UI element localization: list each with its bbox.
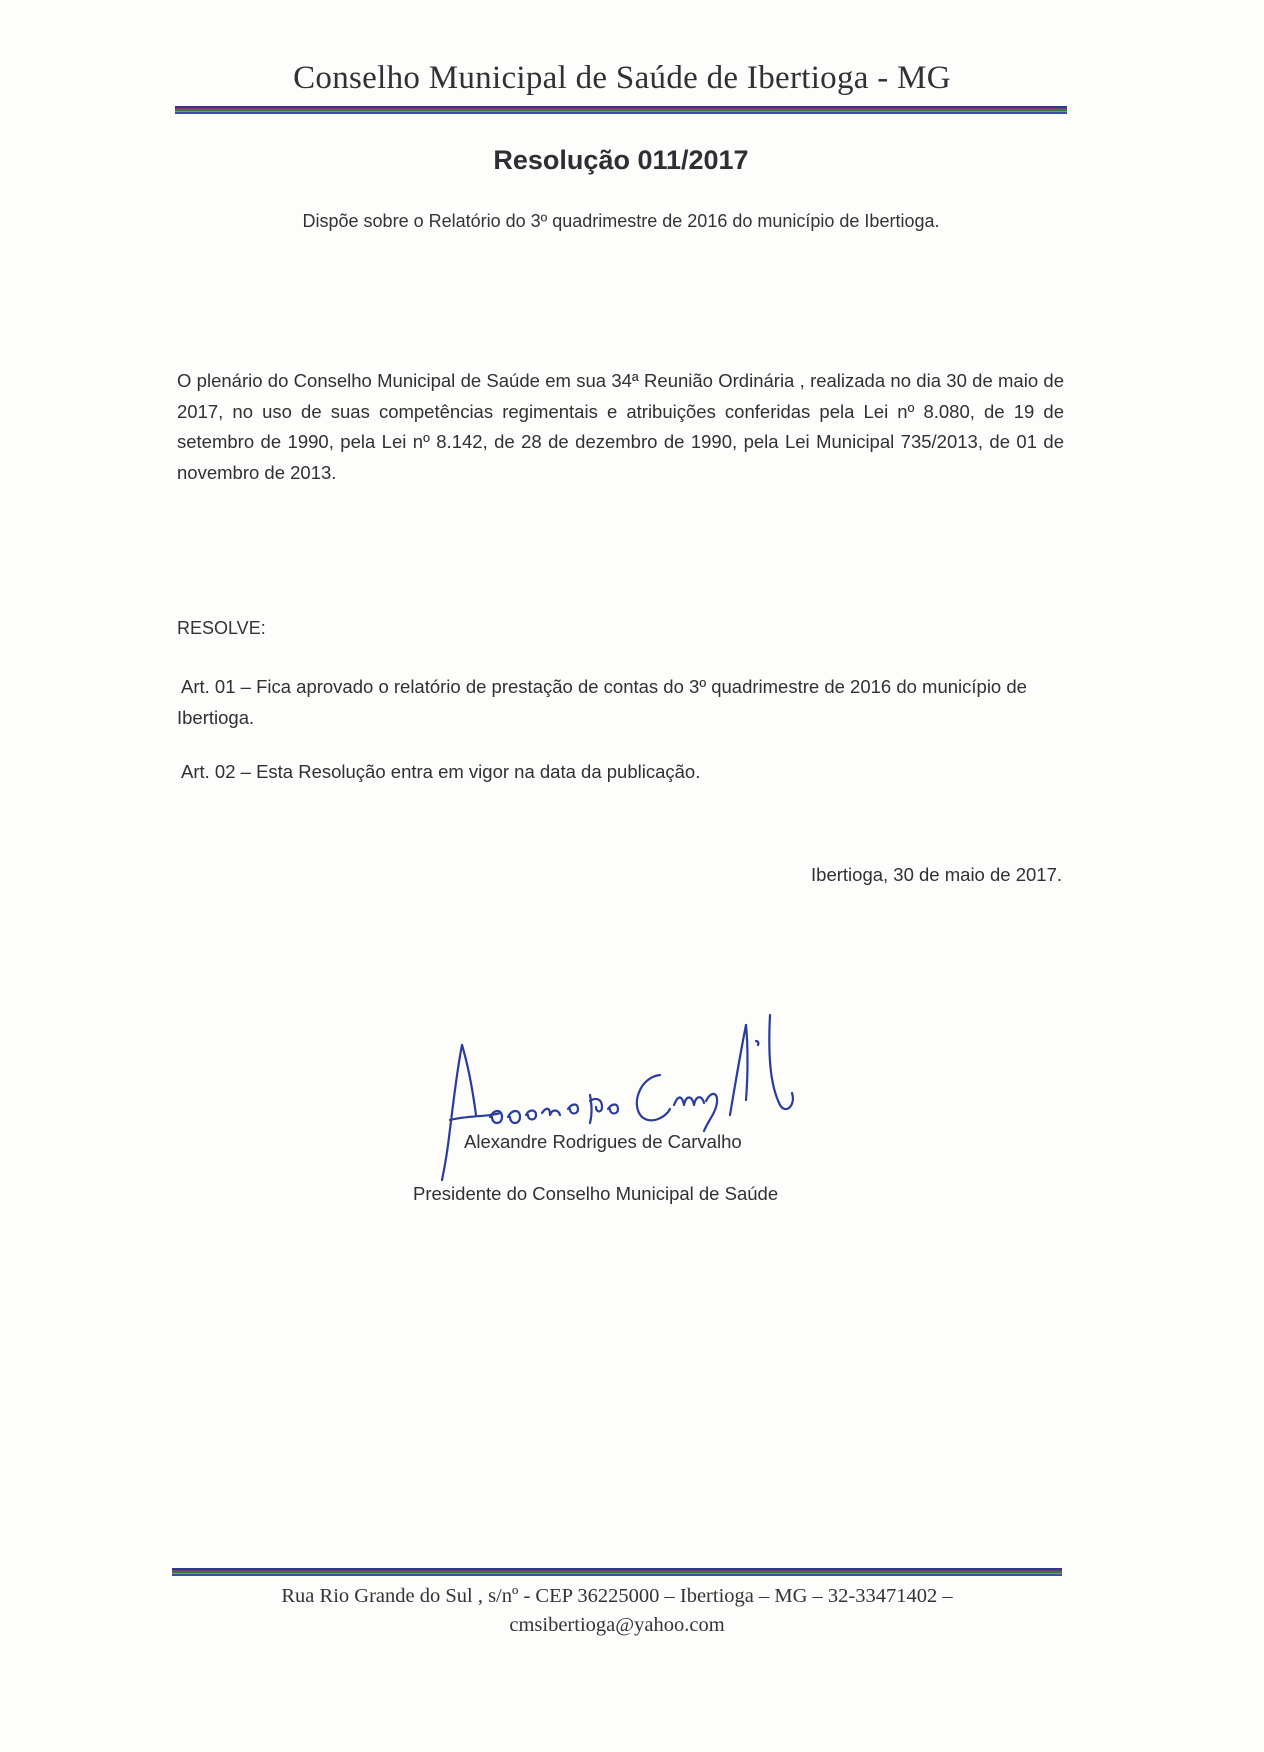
signer-role: Presidente do Conselho Municipal de Saúde — [413, 1183, 779, 1204]
resolution-subject: Dispõe sobre o Relatório do 3º quadrimestre de 2016 do município de Ibertioga. — [302, 211, 940, 231]
council-header-title: Conselho Municipal de Saúde de Ibertioga - MG — [293, 60, 951, 96]
preamble-paragraph: O plenário do Conselho Municipal de Saúde em sua 34ª Reunião Ordinária , realizada no dia 30 de maio de 2017, no uso de suas competências regimentais e atribuições conferidas pela Lei nº 8.080, de 19 de setembro de 1990, pela Lei nº 8.142, de 28 de dezembro de 1990, pela Lei Municipal 735/2013, de 01 de novembro de 2013. — [177, 370, 1064, 483]
footer-email: cmsibertioga@yahoo.com — [509, 1614, 725, 1636]
header-rule — [175, 106, 1067, 114]
handwritten-signature — [430, 1005, 870, 1185]
footer-rule — [172, 1568, 1062, 1576]
article-02-text: Art. 02 – Esta Resolução entra em vigor na data da publicação. — [181, 761, 701, 782]
article-01 — [177, 671, 1057, 733]
article-01-text: Art. 01 – Fica aprovado o relatório de prestação de contas do 3º quadrimestre de 2016 do município de Ibertioga. — [177, 676, 1027, 728]
resolve-label: RESOLVE: — [177, 618, 266, 638]
footer — [172, 1582, 1062, 1640]
footer-address: Rua Rio Grande do Sul , s/nº - CEP 36225000 – Ibertioga – MG – 32-33471402 – — [281, 1585, 953, 1607]
resolution-title: Resolução 011/2017 — [493, 145, 749, 175]
signature-strokes — [442, 1015, 793, 1180]
signer-name: Alexandre Rodrigues de Carvalho — [464, 1131, 742, 1152]
place-and-date: Ibertioga, 30 de maio de 2017. — [811, 864, 1062, 885]
article-02 — [177, 756, 1057, 787]
